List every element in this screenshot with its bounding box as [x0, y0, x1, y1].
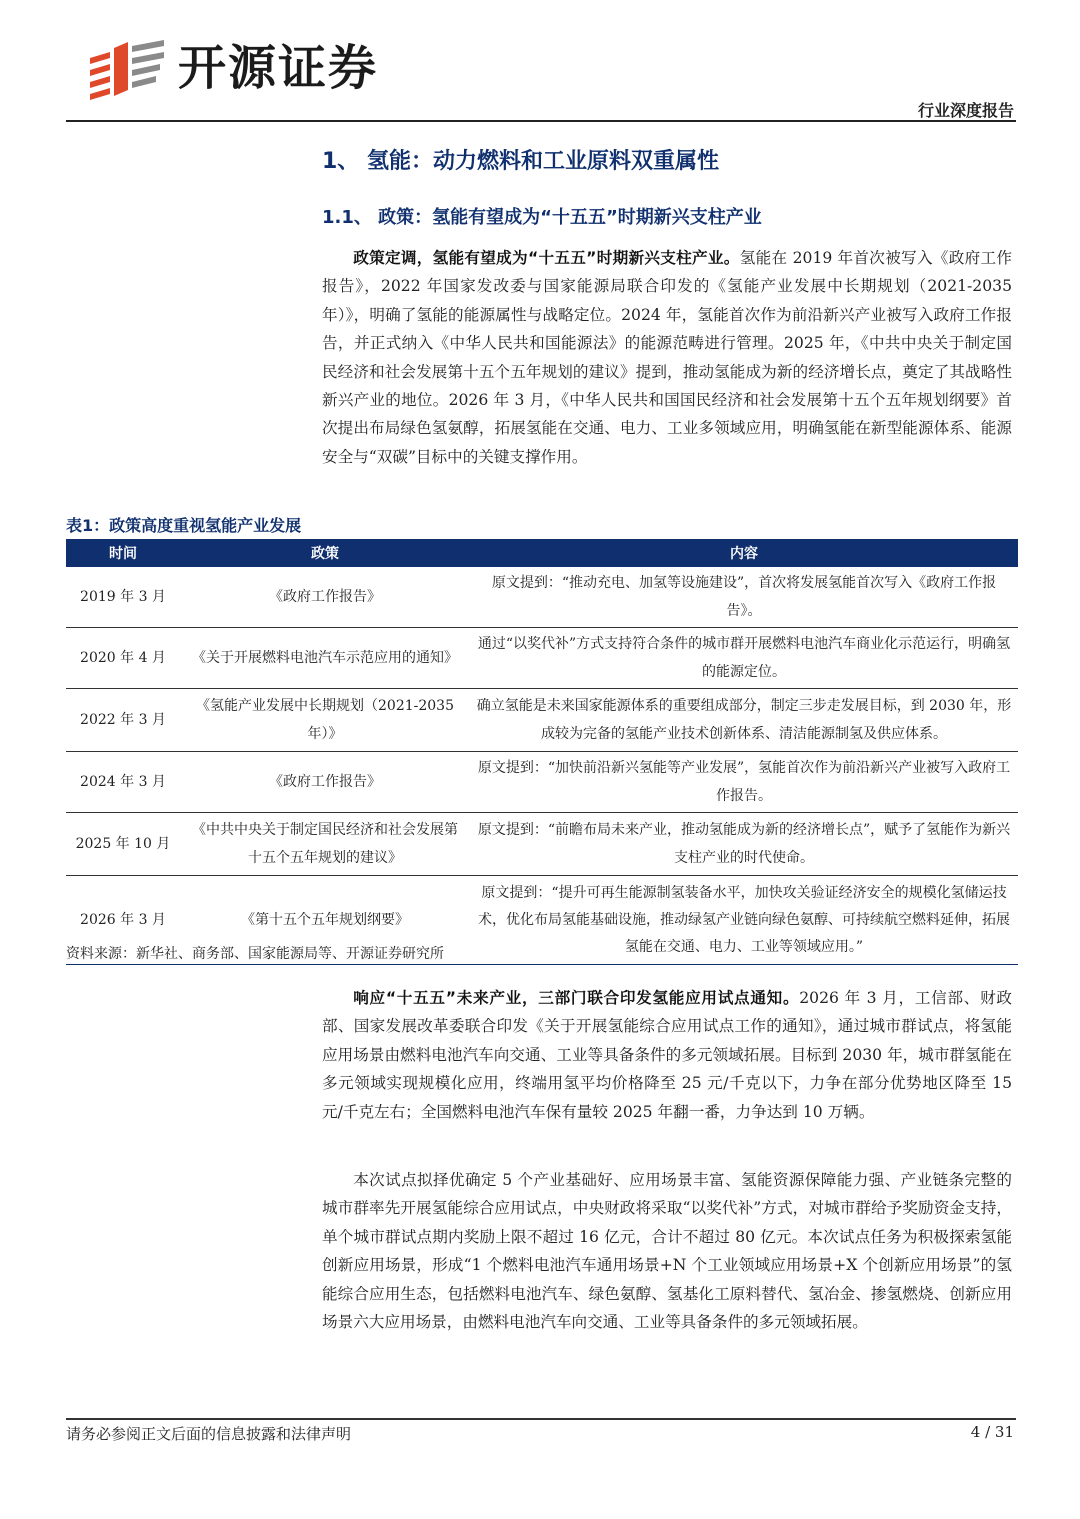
subsection-heading: 1.1、 政策：氢能有望成为“十五五”时期新兴支柱产业	[322, 207, 762, 228]
report-type: 行业深度报告	[917, 101, 1014, 120]
table-source: 资料来源：新华社、商务部、国家能源局等、开源证券研究所	[66, 946, 444, 962]
header-divider	[66, 120, 1016, 122]
policy-table	[66, 539, 1018, 965]
cell-time: 2024 年 3 月	[66, 752, 180, 813]
table-row	[66, 628, 1018, 689]
kaiyuan-logo-icon	[88, 38, 166, 100]
cell-time: 2022 年 3 月	[66, 689, 180, 752]
cell-content: 通过“以奖代补”方式支持符合条件的城市群开展燃料电池汽车商业化示范运行，明确氢的能源定位。	[470, 628, 1018, 689]
paragraph-pilot-notice	[322, 984, 1012, 1126]
cell-time: 2026 年 3 月	[66, 876, 180, 965]
cell-policy: 《政府工作报告》	[180, 752, 470, 813]
cell-content: 原文提到：“前瞻布局未来产业，推动氢能成为新的经济增长点”，赋予了氢能作为新兴支柱产业的时代使命。	[470, 813, 1018, 876]
cell-content: 原文提到：“加快前沿新兴氢能等产业发展”，氢能首次作为前沿新兴产业被写入政府工作报告。	[470, 752, 1018, 813]
cell-policy: 《关于开展燃料电池汽车示范应用的通知》	[180, 628, 470, 689]
brand-name: 开源证券	[178, 40, 379, 96]
cell-time: 2025 年 10 月	[66, 813, 180, 876]
column-header: 政策	[180, 539, 470, 567]
column-header: 时间	[66, 539, 180, 567]
table-header-row	[66, 539, 1018, 567]
cell-content: 原文提到：“推动充电、加氢等设施建设”，首次将发展氢能首次写入《政府工作报告》。	[470, 567, 1018, 628]
table-row	[66, 813, 1018, 876]
cell-policy: 《中共中央关于制定国民经济和社会发展第十五个五年规划的建议》	[180, 813, 470, 876]
paragraph-body: 2026 年 3 月，工信部、财政部、国家发展改革委联合印发《关于开展氢能综合应用试点工作的通知》，通过城市群试点，将氢能应用场景由燃料电池汽车向交通、工业等具备条件的多元领域拓展。目标到 2030 年，城市群氢能在多元领域实现规模化应用，终端用氢平均价格降至 25 元/千克以下，力争在部分优势地区降至 15 元/千克左右；全国燃料电池汽车保有量较 2025 年翻一番，力争达到 10 万辆。	[322, 989, 1012, 1121]
cell-policy: 《政府工作报告》	[180, 567, 470, 628]
table-row	[66, 567, 1018, 628]
cell-content: 原文提到：“提升可再生能源制氢装备水平，加快攻关验证经济安全的规模化氢储运技术，优化布局氢能基础设施，推动绿氢产业链向绿色氨醇、可持续航空燃料延伸，拓展氢能在交通、电力、工业等领域应用。”	[470, 876, 1018, 965]
cell-time: 2019 年 3 月	[66, 567, 180, 628]
paragraph-lead: 政策定调，氢能有望成为“十五五”时期新兴支柱产业。	[353, 249, 740, 267]
paragraph-policy	[322, 244, 1012, 471]
paragraph-pilot-details: 本次试点拟择优确定 5 个产业基础好、应用场景丰富、氢能资源保障能力强、产业链条完整的城市群率先开展氢能综合应用试点，中央财政将采取“以奖代补”方式，对城市群给予奖励资金支持，单个城市群试点期内奖励上限不超过 16 亿元，合计不超过 80 亿元。本次试点任务为积极探索氢能创新应用场景，形成“1 个燃料电池汽车通用场景+N 个工业领域应用场景+X 个创新应用场景”的氢能综合应用生态，包括燃料电池汽车、绿色氨醇、氢基化工原料替代、氢冶金、掺氢燃烧、创新应用场景六大应用场景，由燃料电池汽车向交通、工业等具备条件的多元领域拓展。	[322, 1171, 1012, 1332]
cell-content: 确立氢能是未来国家能源体系的重要组成部分，制定三步走发展目标，到 2030 年，形成较为完备的氢能产业技术创新体系、清洁能源制氢及供应体系。	[470, 689, 1018, 752]
cell-policy: 《氢能产业发展中长期规划（2021-2035 年）》	[180, 689, 470, 752]
cell-policy: 《第十五个五年规划纲要》	[180, 876, 470, 965]
paragraph-lead: 响应“十五五”未来产业，三部门联合印发氢能应用试点通知。	[353, 989, 800, 1007]
page-number: 4 / 31	[970, 1423, 1014, 1441]
footer-disclaimer: 请务必参阅正文后面的信息披露和法律声明	[66, 1425, 352, 1443]
section-heading: 1、 氢能：动力燃料和工业原料双重属性	[322, 149, 719, 174]
column-header: 内容	[470, 539, 1018, 567]
cell-time: 2020 年 4 月	[66, 628, 180, 689]
footer-divider	[66, 1418, 1016, 1420]
table-title: 表1：政策高度重视氢能产业发展	[66, 516, 302, 535]
table-row	[66, 689, 1018, 752]
table-row	[66, 752, 1018, 813]
paragraph-body: 氢能在 2019 年首次被写入《政府工作报告》，2022 年国家发改委与国家能源局联合印发的《氢能产业发展中长期规划（2021-2035 年）》，明确了氢能的能源属性与战略定位。2024 年，氢能首次作为前沿新兴产业被写入政府工作报告，并正式纳入《中华人民共和国能源法》的能源范畴进行管理。2025 年，《中共中央关于制定国民经济和社会发展第十五个五年规划的建议》提到，推动氢能成为新的经济增长点，奠定了其战略性新兴产业的地位。2026 年 3 月，《中华人民共和国国民经济和社会发展第十五个五年规划纲要》首次提出布局绿色氢氨醇，拓展氢能在交通、电力、工业多领域应用，明确氢能在新型能源体系、能源安全与“双碳”目标中的关键支撑作用。	[322, 249, 1012, 466]
